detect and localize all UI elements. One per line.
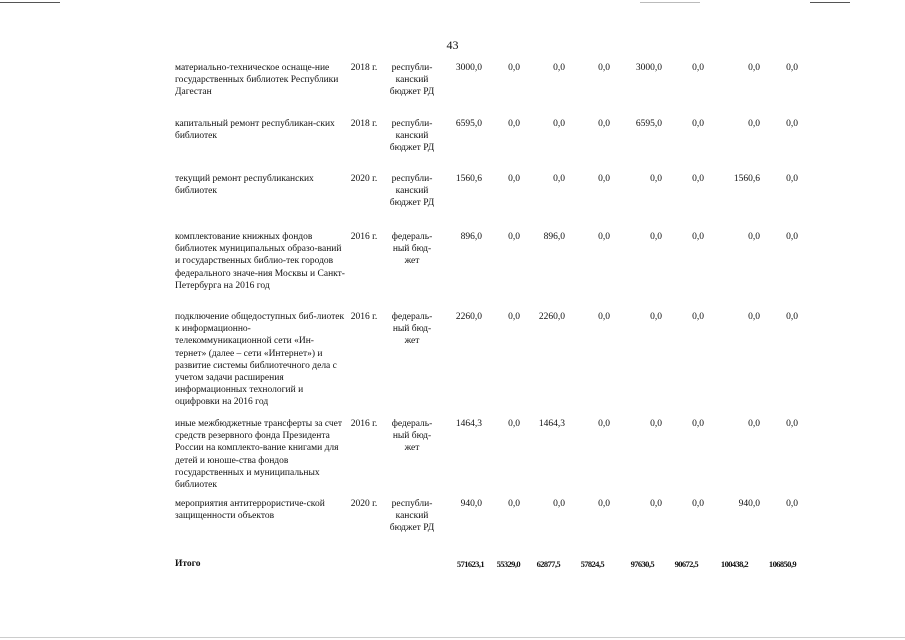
scan-artifact-line [0, 637, 905, 638]
row-value-cell: 940,0 [460, 499, 482, 509]
row-funding-source: республи-канский бюджет РД [389, 174, 435, 209]
row-value-cell: 0,0 [650, 232, 662, 242]
row-value-cell: 0,0 [748, 419, 760, 429]
row-value-cell: 0,0 [692, 119, 704, 129]
row-value-cell: 0,0 [692, 499, 704, 509]
row-value-cell: 0,0 [748, 232, 760, 242]
row-value-cell: 0,0 [650, 174, 662, 184]
row-year: 2016 г. [350, 232, 378, 242]
row-value-cell: 0,0 [786, 174, 798, 184]
row-value-cell: 0,0 [786, 419, 798, 429]
scan-artifact-line [810, 2, 850, 3]
row-value-cell: 896,0 [543, 232, 565, 242]
row-description: капитальный ремонт республикан-ских библиотек [175, 119, 335, 142]
row-value-cell: 6595,0 [635, 119, 662, 129]
row-value-cell: 0,0 [748, 312, 760, 322]
row-value-cell: 0,0 [553, 174, 565, 184]
total-value-cell: 55329,0 [496, 559, 520, 569]
row-description: текущий ремонт республиканских библиотек [175, 174, 314, 197]
row-value-cell: 0,0 [692, 312, 704, 322]
row-value-cell: 1560,6 [455, 174, 482, 184]
row-funding-source: республи-канский бюджет РД [389, 499, 435, 534]
total-value-cell: 571623,1 [456, 559, 484, 569]
total-value-cell: 90672,5 [674, 559, 698, 569]
row-value-cell: 0,0 [748, 119, 760, 129]
row-value-cell: 0,0 [508, 119, 520, 129]
row-description: комплектование книжных фондов библиотек муниципальных образо-ваний и государственных библио-тек городов федерального значе-ния Москвы и Санкт-Петербурга на 2016 год [175, 232, 345, 291]
row-value-cell: 0,0 [508, 419, 520, 429]
row-description: мероприятия антитеррористиче-ской защищенности объектов [175, 499, 325, 522]
row-funding-source: федераль-ный бюд-жет [391, 312, 433, 347]
row-description: иные межбюджетные трансферты за счет средств резервного фонда Президента России на комплекто-вание книгами для детей и юноше-ства фондов государственных и муниципальных библиотек [175, 419, 343, 491]
row-value-cell: 0,0 [508, 499, 520, 509]
row-value-cell: 1464,3 [538, 419, 565, 429]
row-value-cell: 0,0 [692, 63, 704, 73]
row-value-cell: 0,0 [598, 174, 610, 184]
row-value-cell: 0,0 [786, 232, 798, 242]
row-funding-source: федераль-ный бюд-жет [391, 232, 433, 267]
row-description: подключение общедоступных биб-лиотек к информационно-телекоммуникационной сети «Ин-тернет» (далее – сети «Интернет») и развитие системы библиотечного дела с учетом задачи расширения информационных технологий и оцифровки на 2016 год [175, 312, 345, 408]
row-value-cell: 896,0 [460, 232, 482, 242]
row-value-cell: 0,0 [598, 419, 610, 429]
row-year: 2020 г. [350, 499, 378, 509]
total-value-cell: 106850,9 [768, 559, 796, 569]
row-value-cell: 0,0 [553, 119, 565, 129]
row-value-cell: 0,0 [508, 232, 520, 242]
row-value-cell: 0,0 [598, 312, 610, 322]
row-year: 2020 г. [350, 174, 378, 184]
row-value-cell: 0,0 [598, 63, 610, 73]
row-value-cell: 0,0 [692, 419, 704, 429]
row-value-cell: 0,0 [598, 499, 610, 509]
row-value-cell: 0,0 [692, 232, 704, 242]
row-value-cell: 2260,0 [455, 312, 482, 322]
row-value-cell: 1464,3 [455, 419, 482, 429]
row-value-cell: 0,0 [786, 499, 798, 509]
row-value-cell: 0,0 [508, 312, 520, 322]
row-value-cell: 0,0 [650, 499, 662, 509]
page-number: 43 [446, 38, 459, 52]
row-value-cell: 940,0 [738, 499, 760, 509]
row-description: материально-техническое оснаще-ние государственных библиотек Республики Дагестан [175, 63, 339, 98]
row-value-cell: 0,0 [650, 419, 662, 429]
row-value-cell: 0,0 [786, 63, 798, 73]
row-value-cell: 1560,6 [733, 174, 760, 184]
row-year: 2018 г. [350, 63, 378, 73]
row-value-cell: 0,0 [650, 312, 662, 322]
row-year: 2016 г. [350, 312, 378, 322]
row-year: 2018 г. [350, 119, 378, 129]
scan-artifact-line [0, 2, 60, 3]
row-funding-source: федераль-ный бюд-жет [391, 419, 433, 454]
row-year: 2016 г. [350, 419, 378, 429]
row-value-cell: 6595,0 [455, 119, 482, 129]
row-value-cell: 0,0 [508, 63, 520, 73]
row-value-cell: 0,0 [692, 174, 704, 184]
row-value-cell: 0,0 [598, 119, 610, 129]
total-value-cell: 100438,2 [720, 559, 748, 569]
row-value-cell: 0,0 [748, 63, 760, 73]
total-value-cell: 57824,5 [580, 559, 604, 569]
total-label: Итого [175, 559, 201, 569]
total-value-cell: 62877,5 [536, 559, 560, 569]
row-value-cell: 3000,0 [635, 63, 662, 73]
row-funding-source: республи-канский бюджет РД [389, 63, 435, 98]
row-value-cell: 0,0 [598, 232, 610, 242]
row-value-cell: 3000,0 [455, 63, 482, 73]
row-value-cell: 0,0 [553, 499, 565, 509]
scan-artifact-line [640, 2, 700, 3]
row-value-cell: 0,0 [508, 174, 520, 184]
row-funding-source: республи-канский бюджет РД [389, 119, 435, 154]
row-value-cell: 0,0 [786, 119, 798, 129]
total-value-cell: 97630,5 [630, 559, 654, 569]
row-value-cell: 0,0 [553, 63, 565, 73]
row-value-cell: 2260,0 [538, 312, 565, 322]
row-value-cell: 0,0 [786, 312, 798, 322]
